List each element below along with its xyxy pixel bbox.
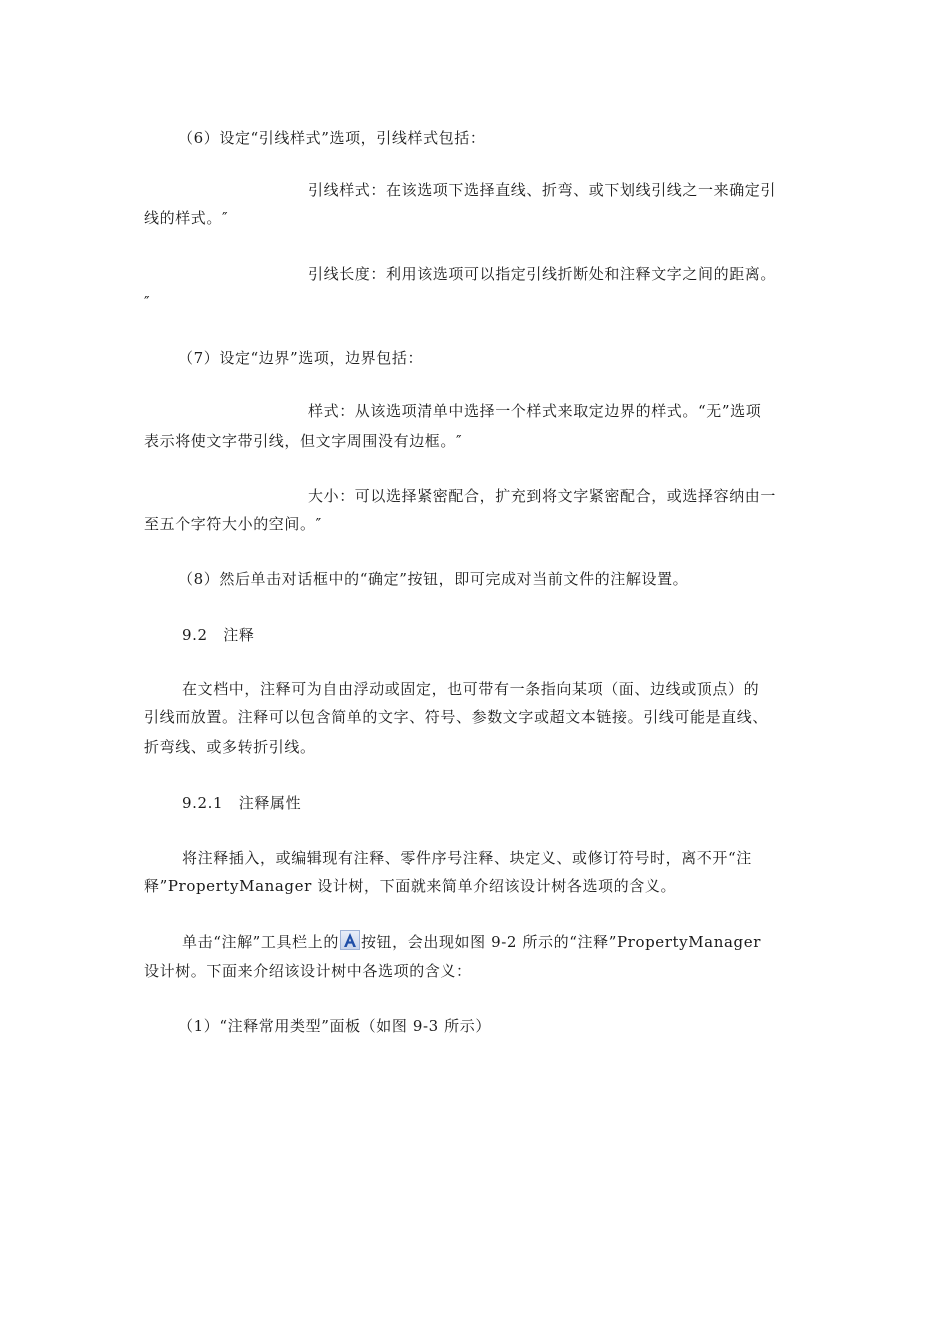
paragraph-confirm: （8）然后单击对话框中的“确定”按钮，即可完成对当前文件的注解设置。 xyxy=(178,570,689,588)
paragraph-click-note-line2: 设计树。下面来介绍该设计树中各选项的含义： xyxy=(144,962,472,980)
paragraph-common-types-panel: （1）“注释常用类型”面板（如图 9-3 所示） xyxy=(178,1017,491,1035)
paragraph-click-note-line1 xyxy=(182,930,761,953)
paragraph-notes-intro-line1: 在文档中，注释可为自由浮动或固定，也可带有一条指向某项（面、边线或顶点）的 xyxy=(182,680,760,698)
paragraph-property-manager-line2: 释”PropertyManager 设计树，下面就来简单介绍该设计树各选项的含义。 xyxy=(144,877,677,895)
section-heading-9-2-1: 9.2.1 注释属性 xyxy=(182,794,302,812)
paragraph-leader-length-line2: ″ xyxy=(144,293,151,311)
paragraph-leader-style-line1: 引线样式：在该选项下选择直线、折弯、或下划线引线之一来确定引 xyxy=(308,181,777,199)
paragraph-leader-style-heading: （6）设定“引线样式”选项，引线样式包括： xyxy=(178,129,486,147)
click-note-text-after: 按钮，会出现如图 9-2 所示的“注释”PropertyManager xyxy=(360,933,761,951)
paragraph-notes-intro-line3: 折弯线、或多转折引线。 xyxy=(144,738,316,756)
paragraph-leader-length-line1: 引线长度：利用该选项可以指定引线折断处和注释文字之间的距离。 xyxy=(308,265,777,283)
paragraph-border-style-line1: 样式：从该选项清单中选择一个样式来取定边界的样式。“无”选项 xyxy=(308,402,762,420)
paragraph-notes-intro-line2: 引线而放置。注释可以包含简单的文字、符号、参数文字或超文本链接。引线可能是直线、 xyxy=(144,708,769,726)
note-a-icon xyxy=(340,930,360,950)
paragraph-property-manager-line1: 将注释插入，或编辑现有注释、零件序号注释、块定义、或修订符号时，离不开“注 xyxy=(182,849,752,867)
section-heading-9-2: 9.2 注释 xyxy=(182,626,255,644)
paragraph-border-size-line2: 至五个字符大小的空间。″ xyxy=(144,515,322,533)
paragraph-border-style-line2: 表示将使文字带引线，但文字周围没有边框。″ xyxy=(144,432,463,450)
paragraph-border-heading: （7）设定“边界”选项，边界包括： xyxy=(178,349,424,367)
paragraph-leader-style-line2: 线的样式。″ xyxy=(144,209,229,227)
click-note-text-before: 单击“注解”工具栏上的 xyxy=(182,933,339,951)
paragraph-border-size-line1: 大小：可以选择紧密配合，扩充到将文字紧密配合，或选择容纳由一 xyxy=(308,487,777,505)
